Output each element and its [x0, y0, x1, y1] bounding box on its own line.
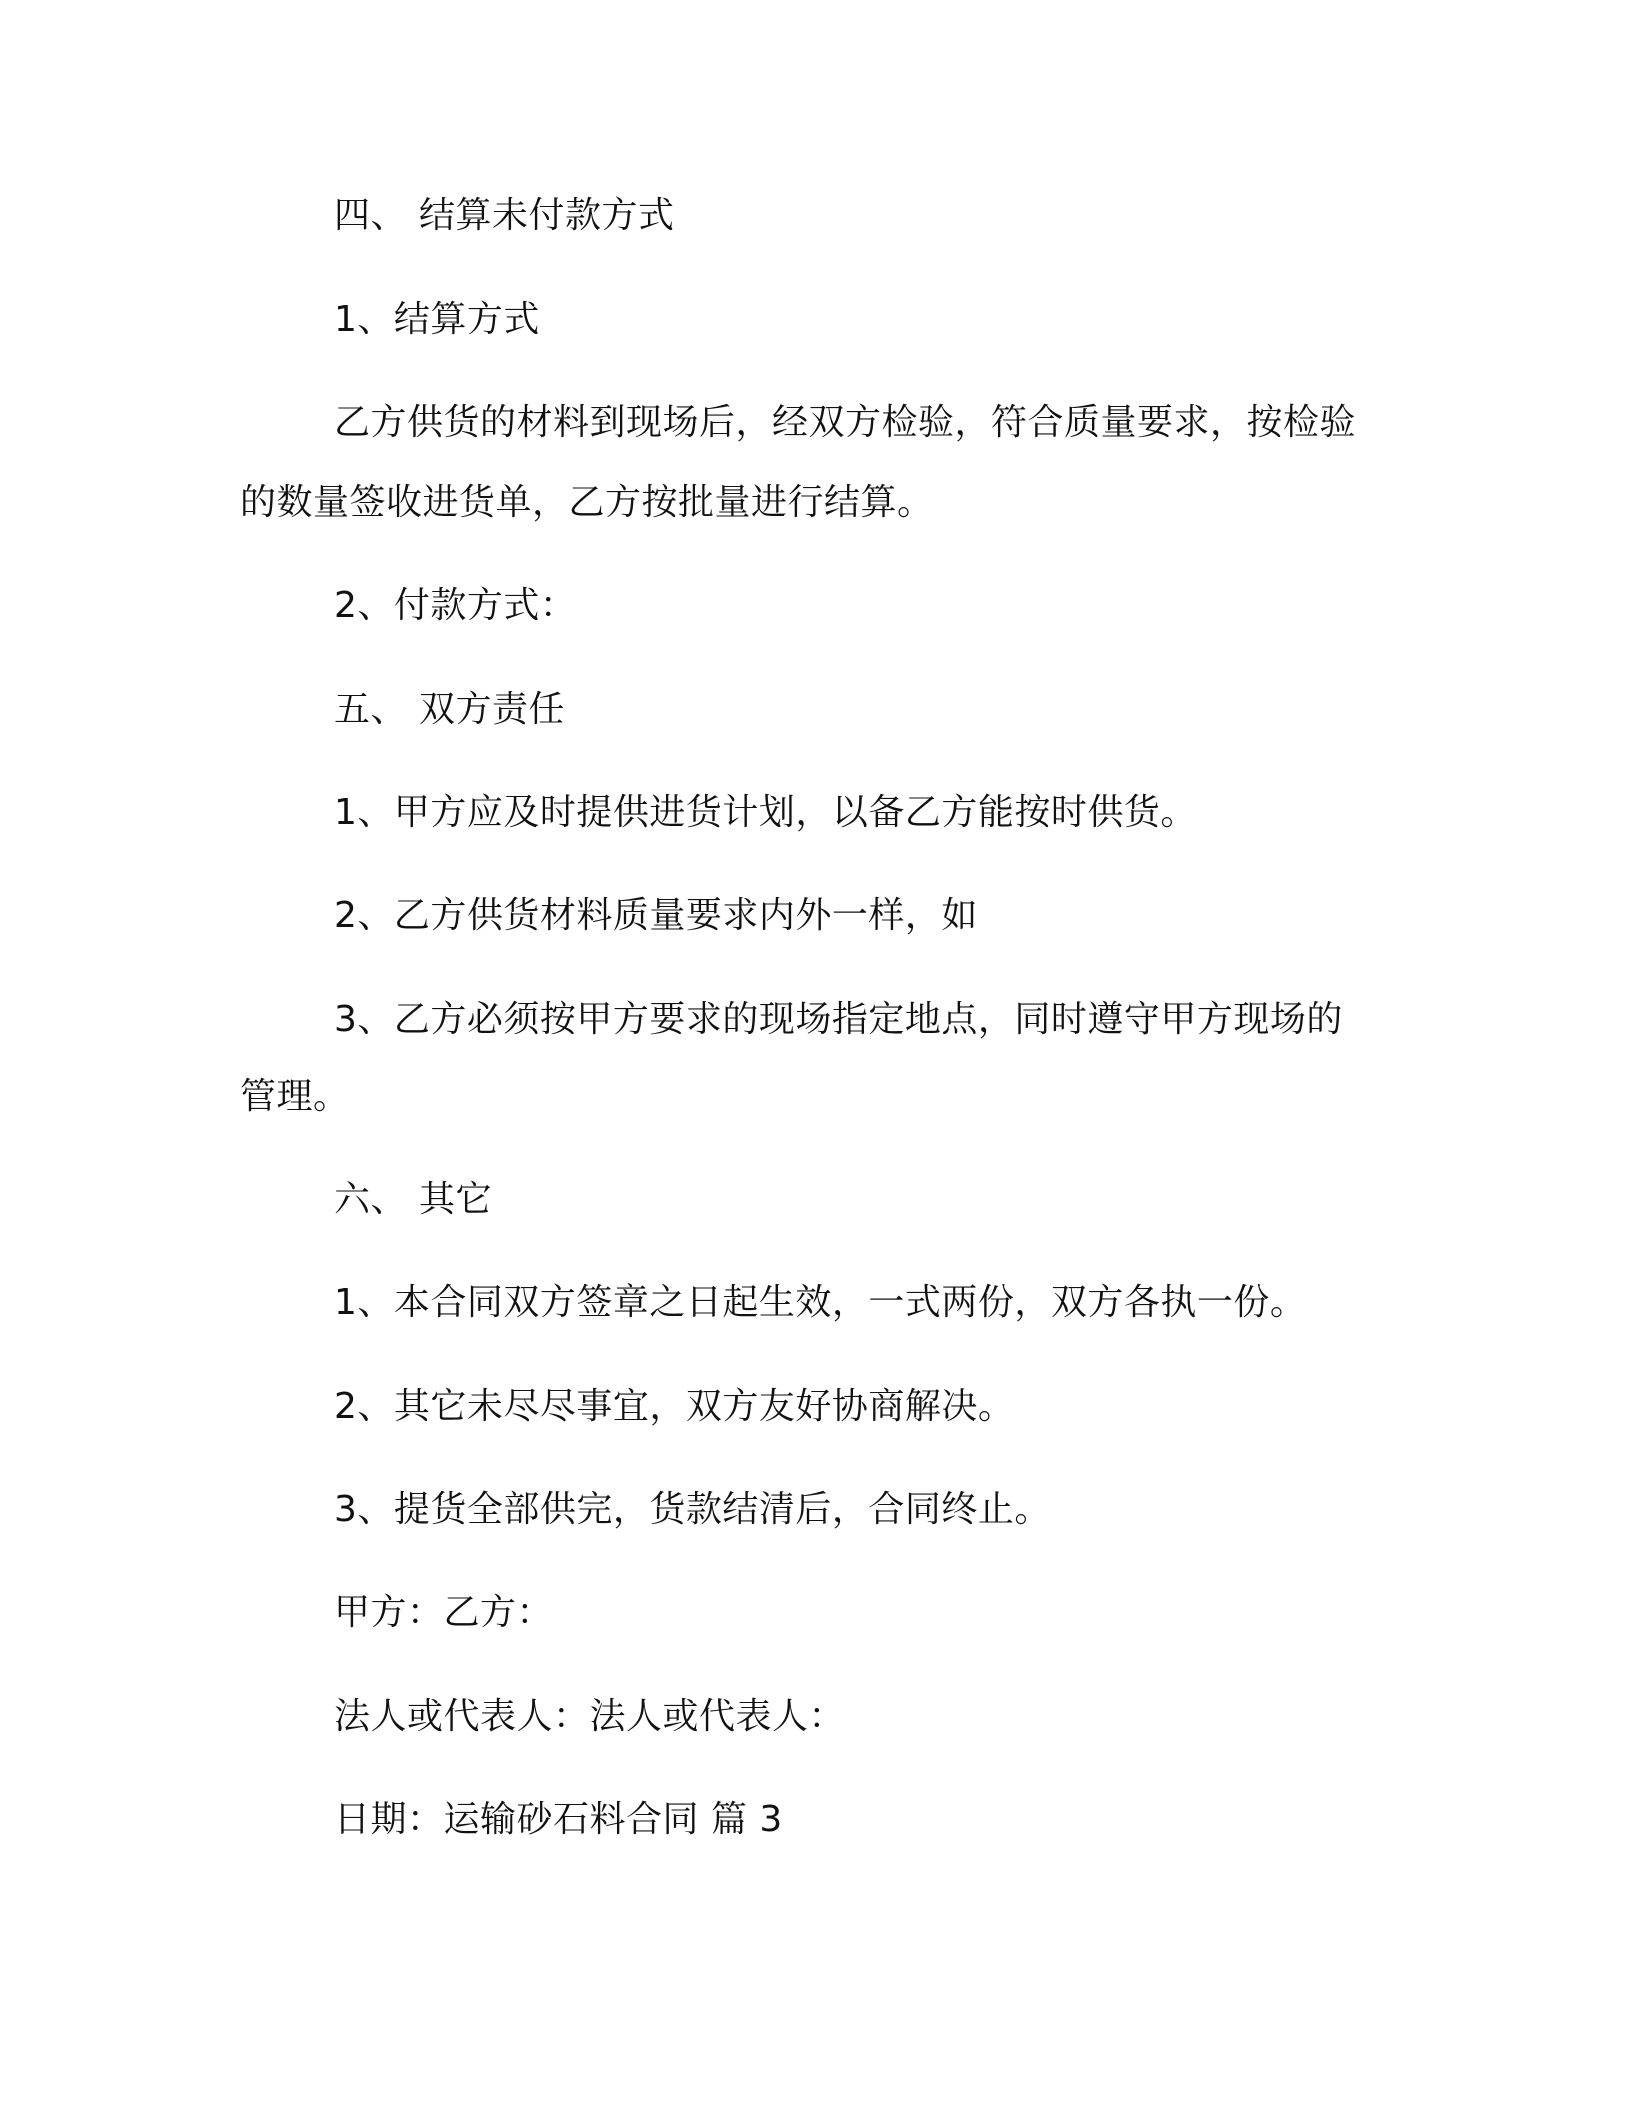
- signature-date: 日期：运输砂石料合同 篇 3: [334, 1799, 783, 1840]
- clause-line: 1、本合同双方签章之日起生效，一式两份，双方各执一份。: [334, 1282, 1307, 1323]
- section-heading-6: 六、 其它: [334, 1179, 492, 1220]
- section-heading-4: 四、 结算未付款方式: [334, 195, 675, 236]
- clause-4-2-title: 2、付款方式：: [334, 585, 577, 626]
- signature-parties: 甲方：乙方：: [334, 1592, 554, 1633]
- clause-4-1-title: 1、结算方式: [334, 299, 540, 340]
- paragraph-line: 3、乙方必须按甲方要求的现场指定地点，同时遵守甲方现场的: [334, 999, 1343, 1040]
- paragraph-line: 的数量签收进货单，乙方按批量进行结算。: [240, 482, 934, 523]
- paragraph-line: 管理。: [240, 1076, 350, 1117]
- clause-line: 2、乙方供货材料质量要求内外一样，如: [334, 895, 978, 936]
- clause-line: 2、其它未尽尽事宜，双方友好协商解决。: [334, 1386, 1015, 1427]
- clause-line: 3、提货全部供完，货款结清后，合同终止。: [334, 1489, 1051, 1530]
- signature-representatives: 法人或代表人：法人或代表人：: [334, 1696, 846, 1737]
- paragraph-line: 乙方供货的材料到现场后，经双方检验，符合质量要求，按检验: [334, 402, 1357, 443]
- clause-line: 1、甲方应及时提供进货计划，以备乙方能按时供货。: [334, 792, 1197, 833]
- section-heading-5: 五、 双方责任: [334, 689, 565, 730]
